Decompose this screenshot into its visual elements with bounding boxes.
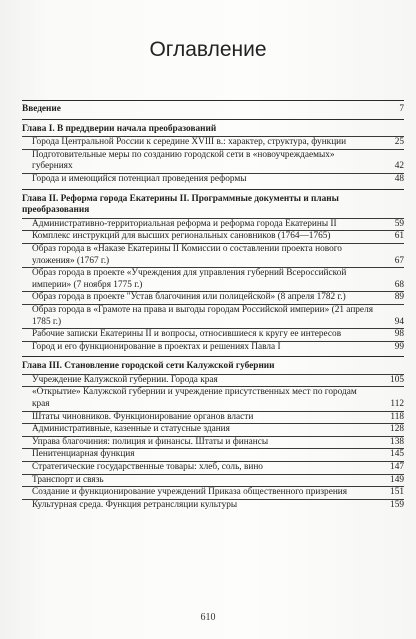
toc-intro [22, 104, 404, 116]
toc-entry-page: 149 [390, 474, 404, 485]
page-title: Оглавление [149, 38, 267, 61]
toc-entry-page: 68 [394, 279, 404, 290]
toc-entry-text: Культурная среда. Функция ретрансляции культуры [32, 499, 238, 510]
toc-entry-text: Административно-территориальная реформа и реформа города Екатерины II [32, 218, 337, 229]
toc-entry-text: Образ города в проекте "Устав благочиния или полицейской» (8 апреля 1782 г.) [32, 292, 346, 303]
toc-entry-page: 112 [390, 399, 404, 410]
toc-entry [22, 386, 404, 410]
toc-entry-page: 89 [394, 292, 404, 303]
toc-entry-text: Город и его функционирование в проектах и решениях Павла I [32, 341, 281, 352]
toc-entry-text: Транспорт и связь [32, 474, 104, 485]
chapter-title: Глава II. Реформа города Екатерины II. Программные документы и планы преобразования [22, 193, 339, 216]
toc-entry-text: Рабочие записки Екатерины II и вопросы, относившиеся к кругу ее интересов [32, 329, 342, 340]
toc-entry [22, 436, 404, 449]
toc-entry-page: 67 [394, 255, 404, 266]
toc-entry-page: 94 [394, 316, 404, 327]
toc-entry [22, 267, 404, 291]
toc-entry-text: Города и имеющийся потенциал проведения реформы [32, 173, 247, 184]
chapter-title: Глава I. В преддверии начала преобразований [22, 123, 217, 134]
toc-entry-text: Города Центральной России к середине XVIII в.: характер, структура, функции [32, 137, 347, 148]
toc-entry-page: 118 [390, 411, 404, 422]
toc-intro-page: 7 [399, 104, 404, 114]
toc-entry-text: Административные, казенные и статусные здания [32, 424, 230, 435]
toc-entry [22, 411, 404, 424]
toc-entry [22, 218, 404, 231]
toc-entry-text: Образ города в проекте «Учреждения для управления губерний Всероссийской империи» (7 ноября 1775 г.) [32, 268, 347, 290]
toc-entry-text: Учреждение Калужской губернии. Города края [32, 374, 218, 385]
toc-entry [22, 173, 404, 186]
toc-entry-page: 138 [390, 436, 404, 447]
toc-entry-text: Образ города в «Грамоте на права и выгоды городам Российской империи» (21 апреля 1785 г.) [32, 304, 373, 327]
toc-entry-text: Управа благочиния: полиция и финансы. Штаты и финансы [32, 436, 269, 447]
toc-entry [22, 341, 404, 354]
toc-entry [22, 328, 404, 341]
toc-entry [22, 474, 404, 487]
toc-entry [22, 461, 404, 474]
toc-entry-page: 145 [390, 449, 404, 460]
toc-entry-text: Пенитенциарная функция [32, 449, 135, 460]
toc-entry-page: 159 [390, 499, 404, 510]
toc-entry [22, 423, 404, 436]
toc-entry [22, 291, 404, 304]
toc-entry-text: Комплекс инструкций для высших региональных сановников (1764—1765) [32, 231, 331, 242]
toc-entry-page: 98 [394, 329, 404, 340]
toc-entry-page: 128 [390, 424, 404, 435]
toc-entry-page: 151 [390, 487, 404, 498]
toc-entry [22, 243, 404, 267]
toc-entry [22, 374, 404, 387]
toc-entry-text: «Открытие» Калужской губернии и учреждение присутственных мест по городам края [32, 387, 357, 410]
toc-entry [22, 448, 404, 461]
chapter-title: Глава III. Становление городской сети Калужской губернии [22, 361, 275, 372]
toc-entry-page: 61 [394, 231, 404, 242]
table-of-contents [22, 100, 404, 514]
toc-entry [22, 304, 404, 328]
toc-entry-text: Штаты чиновников. Функционирование органов власти [32, 411, 254, 422]
toc-entry-text: Подготовительные меры по созданию городской сети в «новоучреждаемых» губерниях [32, 149, 335, 172]
toc-entry [22, 230, 404, 243]
toc-entry-page: 147 [390, 462, 404, 473]
toc-entry [22, 136, 404, 149]
toc-entry-page: 59 [394, 218, 404, 229]
toc-entry [22, 149, 404, 173]
toc-entry [22, 486, 404, 499]
toc-entry-page: 48 [394, 173, 404, 184]
toc-entry-text: Создание и функционирование учреждений Приказа общественного призрения [32, 487, 348, 498]
page-number: 610 [200, 612, 216, 623]
toc-entry-page: 99 [394, 341, 404, 352]
toc-entry-page: 105 [390, 374, 404, 385]
toc-entry [22, 499, 404, 512]
toc-entry-page: 25 [394, 137, 404, 148]
toc-entry-text: Стратегические государственные товары: хлеб, соль, вино [32, 462, 263, 473]
toc-intro-label: Введение [22, 104, 61, 114]
toc-entry-text: Образ города в «Наказе Екатерины II Комиссии о составлении проекта нового уложения» (1767 г.) [32, 243, 342, 266]
toc-entry-page: 42 [394, 161, 404, 172]
